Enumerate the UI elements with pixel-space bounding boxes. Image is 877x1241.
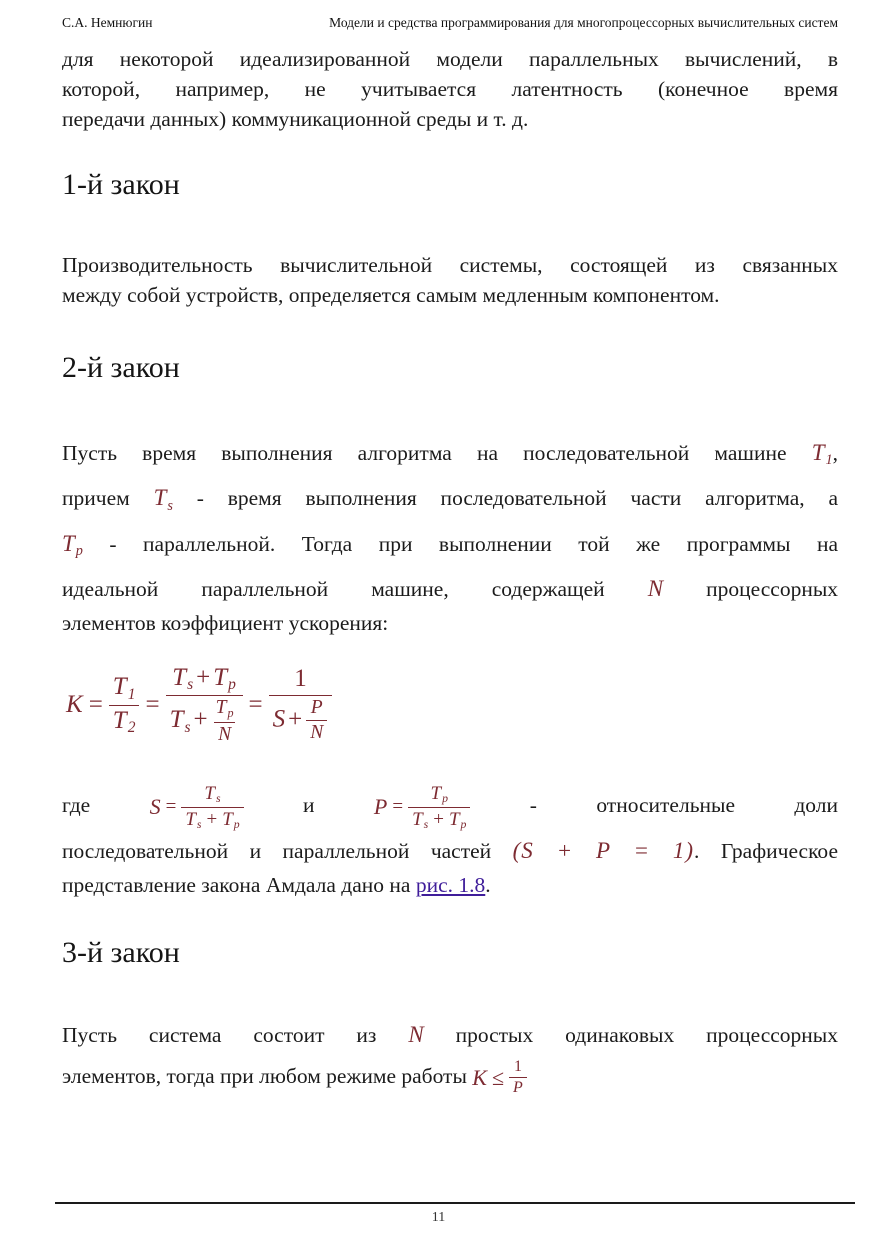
text-segment: - параллельной. Тогда при выполнении той же программы на <box>109 531 838 556</box>
fraction-Tp-N: $\frac{Tp}{N}$ <box>215 697 234 745</box>
text-segment: представление закона Амдала дано на <box>62 872 411 897</box>
text-line <box>62 434 838 479</box>
speedup-formula <box>66 664 332 746</box>
text-line <box>62 1054 838 1100</box>
text-line <box>62 479 838 524</box>
math-N: N <box>647 575 664 601</box>
text-line <box>62 870 838 900</box>
header-book-title: Модели и средства программирования для многопроцессорных вычислительных систем <box>329 15 838 30</box>
math-Ts: Ts <box>153 485 173 514</box>
text-segment: относительные доли <box>596 793 838 818</box>
text-segment: процессорных <box>706 576 839 601</box>
figure-1-8-link[interactable]: рис. 1.8 <box>415 872 486 897</box>
text-segment: . <box>485 872 491 897</box>
text-segment: - время выполнения последовательной части алгоритма, а <box>196 486 839 511</box>
fraction-P-N: $\frac{P}{N}$ <box>306 697 327 745</box>
fraction-T1-T2: $\frac{T1}{T2}$ <box>109 673 140 737</box>
text-line: для некоторой идеализированной модели параллельных вычислений, в <box>62 47 838 71</box>
text-segment: идеальной параллельной машине, содержащей <box>62 576 605 601</box>
law1-paragraph <box>62 250 838 310</box>
text-line: которой, например, не учитывается латентность (конечное время <box>62 77 838 101</box>
text-line: между собой устройств, определяется самым медленным компонентом. <box>62 283 720 307</box>
math-Tp: Tp <box>62 530 83 559</box>
text-segment: . Графическое <box>694 838 838 863</box>
law2-paragraph <box>62 434 838 638</box>
text-segment: последовательной и параллельной частей <box>62 838 492 863</box>
intro-paragraph <box>62 44 838 134</box>
math-N: N <box>408 1021 424 1047</box>
text-line <box>62 1016 838 1054</box>
fraction-1-SPN: 1 S + $\frac{P}{N}$ <box>269 665 333 745</box>
page-number: 11 <box>431 1210 446 1225</box>
text-line: элементов коэффициент ускорения: <box>62 610 389 635</box>
text-line <box>62 525 838 570</box>
text-segment: и <box>303 793 315 818</box>
text-segment: где <box>62 793 91 818</box>
running-header <box>0 0 877 31</box>
header-author: С.А. Немнюгин <box>62 15 153 30</box>
law3-paragraph <box>62 1016 838 1100</box>
law3-heading: 3-й закон <box>62 935 180 969</box>
math-S-plus-P-identity: (S + P = 1) <box>512 837 694 863</box>
text-segment: причем <box>62 486 130 511</box>
math-T1: T1 <box>811 440 833 469</box>
equals-sign: = <box>88 691 103 718</box>
where-paragraph <box>62 782 838 900</box>
equals-sign: = <box>145 691 160 718</box>
text-line: передачи данных) коммуникационной среды и т. д. <box>62 107 529 131</box>
text-segment: элементов, тогда при любом режиме работы <box>62 1063 467 1088</box>
law2-heading: 2-й закон <box>62 351 180 384</box>
text-segment: - <box>529 793 537 818</box>
text-segment: простых одинаковых процессорных <box>455 1022 838 1047</box>
fraction-TsTp: Ts + Tp Ts + $\frac{Tp}{N}$ <box>166 664 243 746</box>
text-segment: Пусть время выполнения алгоритма на последовательной машине <box>62 441 787 465</box>
equals-sign: = <box>248 691 263 718</box>
math-K-leq-1-over-P: K ≤ $\frac{1}{P}$ <box>472 1056 527 1100</box>
text-segment: , <box>832 441 838 465</box>
math-S-definition: S = $\frac{Ts}{Ts + Tp}$ <box>150 783 244 832</box>
text-line: Производительность вычислительной системы, состоящей из связанных <box>62 253 838 277</box>
math-P-definition: P = $\frac{Tp}{Ts + Tp}$ <box>374 783 471 832</box>
text-segment: Пусть система состоит из <box>62 1022 377 1047</box>
text-line <box>62 832 838 870</box>
math-K: K <box>66 691 83 718</box>
page-content <box>0 44 877 1100</box>
text-line <box>62 570 838 608</box>
law1-heading: 1-й закон <box>62 168 180 201</box>
footer-divider <box>55 1202 855 1204</box>
text-line <box>62 782 838 832</box>
